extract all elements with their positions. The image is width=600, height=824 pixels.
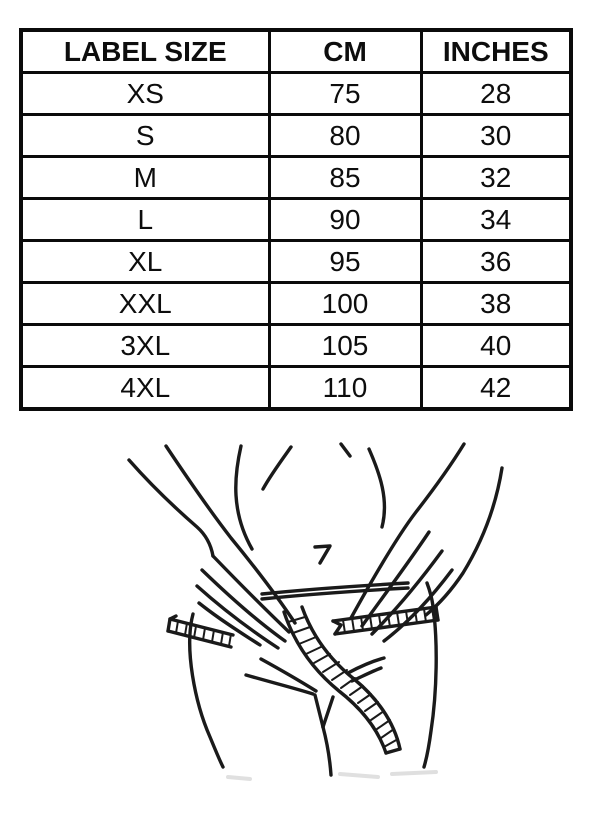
navel-mark (315, 546, 330, 563)
table-cell: 4XL (21, 367, 269, 410)
table-cell: 28 (421, 73, 571, 115)
table-cell: XL (21, 241, 269, 283)
table-cell: 75 (269, 73, 421, 115)
table-cell: 85 (269, 157, 421, 199)
table-cell: 36 (421, 241, 571, 283)
table-cell: 40 (421, 325, 571, 367)
table-cell: 34 (421, 199, 571, 241)
col-header-label-size: LABEL SIZE (21, 30, 269, 73)
table-cell: 100 (269, 283, 421, 325)
table-cell: XS (21, 73, 269, 115)
table-cell: 30 (421, 115, 571, 157)
table-cell: XXL (21, 283, 269, 325)
right-arm-hand (351, 444, 502, 641)
table-cell: 80 (269, 115, 421, 157)
table-cell: M (21, 157, 269, 199)
table-cell: S (21, 115, 269, 157)
table-cell: 38 (421, 283, 571, 325)
table-cell: 90 (269, 199, 421, 241)
table-cell: L (21, 199, 269, 241)
col-header-inches: INCHES (421, 30, 571, 73)
table-cell: 32 (421, 157, 571, 199)
table-cell: 3XL (21, 325, 269, 367)
torso-lines (236, 444, 385, 563)
table-cell: 42 (421, 367, 571, 410)
col-header-cm: CM (269, 30, 421, 73)
table-cell: 110 (269, 367, 421, 410)
table-cell: 95 (269, 241, 421, 283)
table-cell: 105 (269, 325, 421, 367)
